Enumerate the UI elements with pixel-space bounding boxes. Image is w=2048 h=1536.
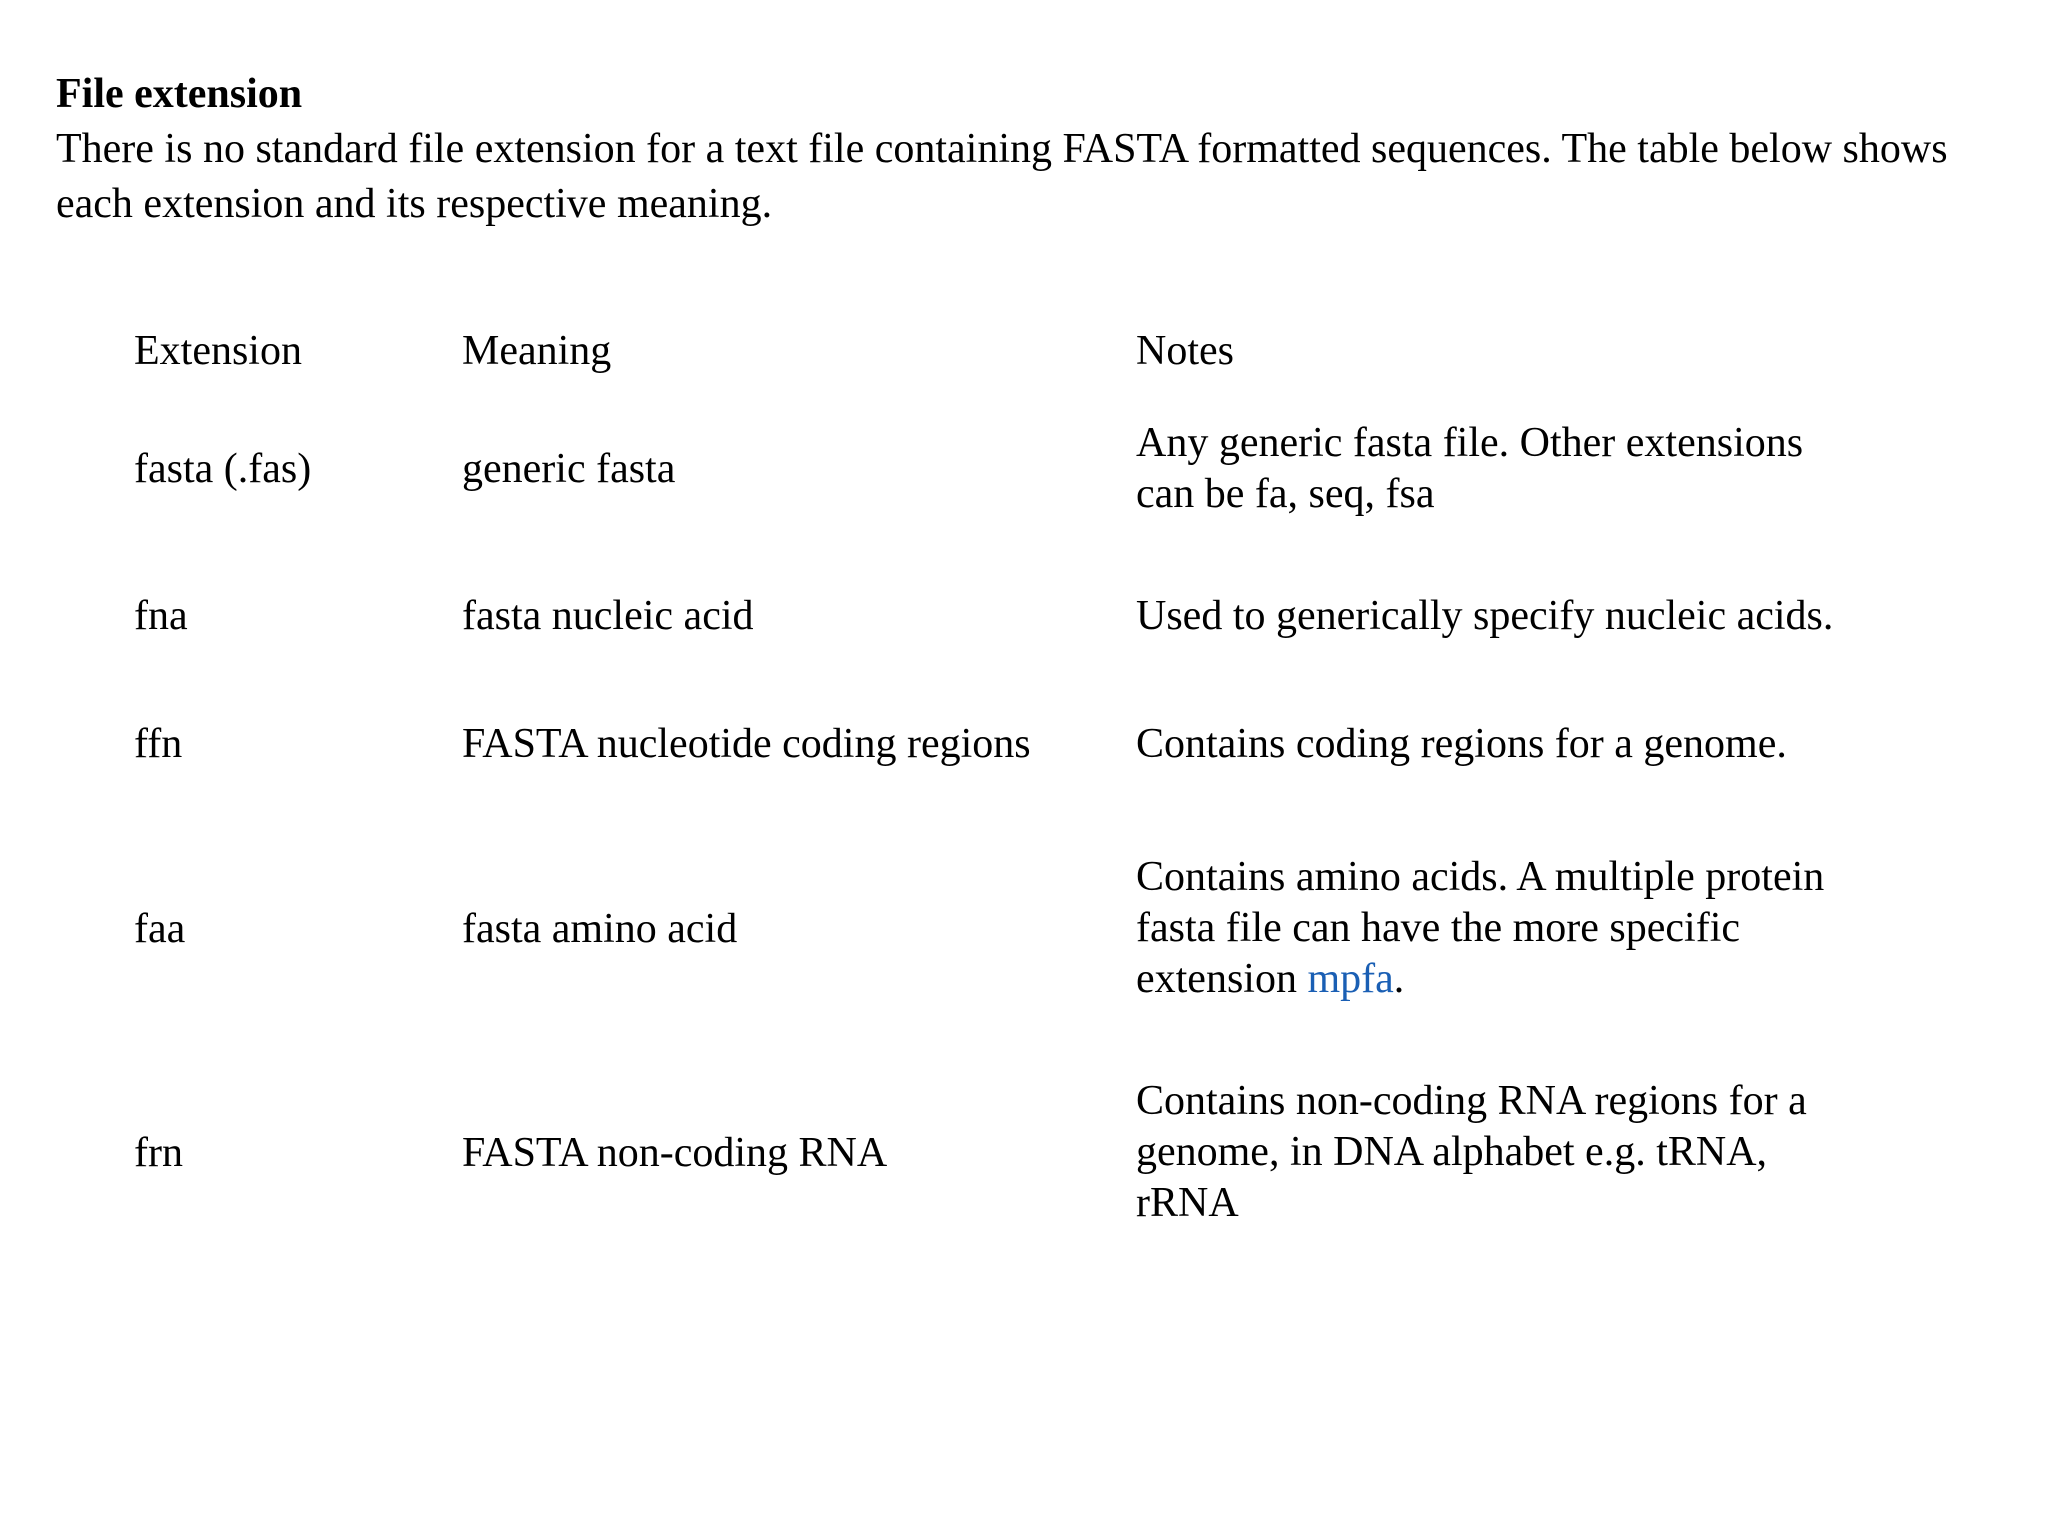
notes-line: genome, in DNA alphabet e.g. tRNA, (1136, 1129, 1768, 1175)
notes-line: Contains non-coding RNA regions for a (1136, 1078, 1807, 1124)
table-row-meaning: fasta nucleic acid (462, 593, 754, 639)
table-row-meaning: generic fasta (462, 446, 676, 492)
notes-line: Contains coding regions for a genome. (1136, 721, 1787, 767)
mpfa-link[interactable]: mpfa (1307, 956, 1394, 1002)
notes-line-prefix: extension (1136, 956, 1308, 1002)
table-row-extension: fna (134, 593, 188, 639)
table-row-notes (1136, 1076, 1807, 1229)
table-row-meaning: FASTA non-coding RNA (462, 1130, 888, 1176)
table-row-meaning: fasta amino acid (462, 906, 738, 952)
table-row-notes (1136, 719, 1787, 770)
notes-line: Used to generically specify nucleic acids. (1136, 593, 1834, 639)
table-row-extension: faa (134, 906, 186, 952)
table-row-notes (1136, 852, 1824, 1005)
notes-line-suffix: . (1393, 956, 1405, 1002)
intro-paragraph: There is no standard file extension for a text file containing FASTA formatted sequences. The table below shows each extension and its respective meaning. (56, 126, 1948, 227)
column-header-notes: Notes (1136, 328, 1234, 374)
table-row-meaning: FASTA nucleotide coding regions (462, 721, 1031, 767)
table-row-notes (1136, 418, 1803, 520)
notes-line: rRNA (1136, 1180, 1239, 1226)
notes-line: fasta file can have the more specific (1136, 905, 1741, 951)
table-row-extension: frn (134, 1130, 183, 1176)
notes-line (1136, 954, 1824, 1005)
table-row-notes (1136, 591, 1833, 642)
section-title: File extension (56, 71, 303, 117)
column-header-meaning: Meaning (462, 328, 612, 374)
notes-line: can be fa, seq, fsa (1136, 471, 1435, 517)
notes-line: Contains amino acids. A multiple protein (1136, 854, 1825, 900)
table-row-extension: ffn (134, 721, 183, 767)
column-header-extension: Extension (134, 328, 302, 374)
notes-line: Any generic fasta file. Other extensions (1136, 420, 1804, 466)
table-row-extension: fasta (.fas) (134, 446, 312, 492)
